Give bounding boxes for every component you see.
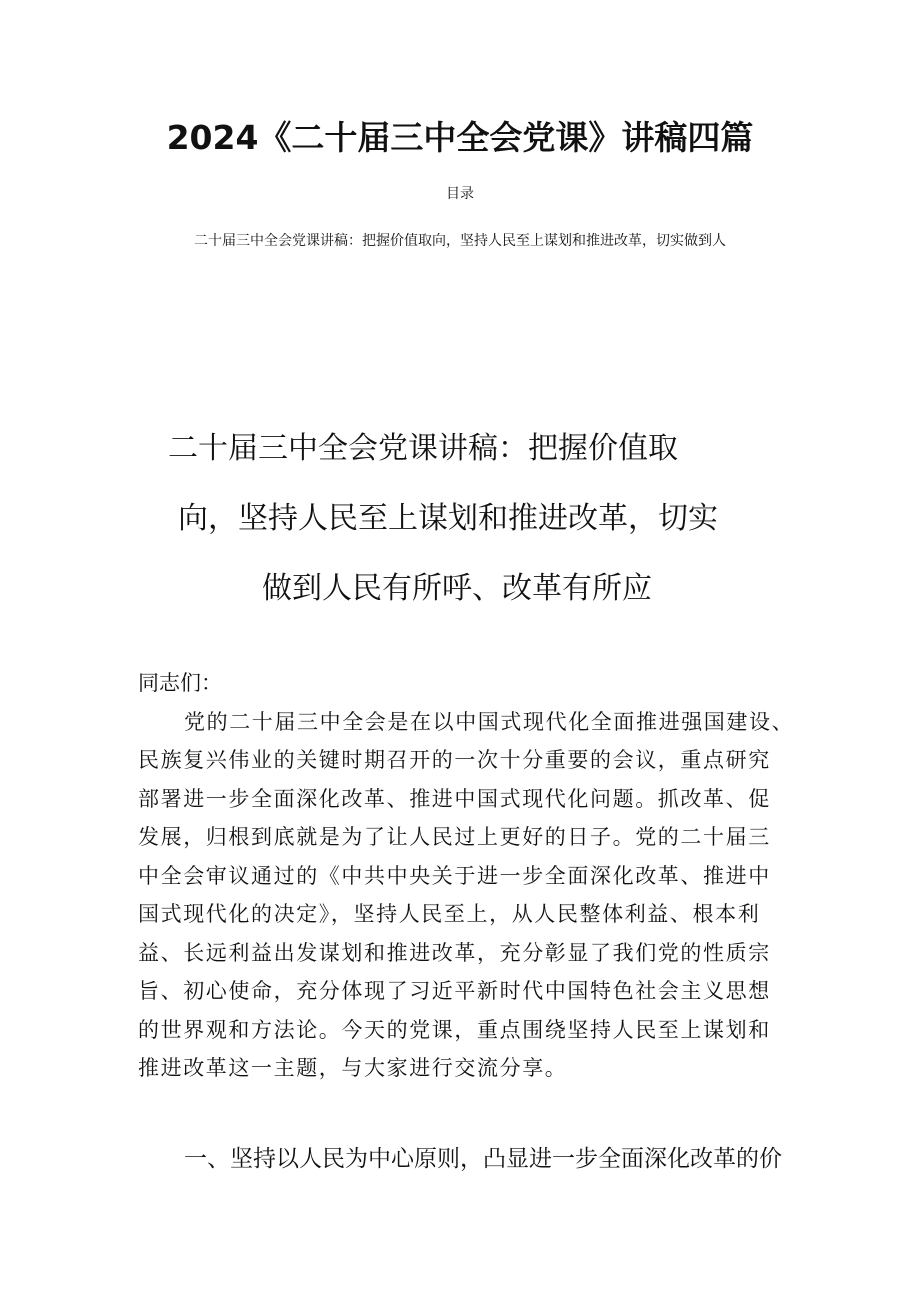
paragraph-line: 发展，归根到底就是为了让人民过上更好的日子。党的二十届三 [138, 825, 771, 849]
section-title-line: 向，坚持人民至上谋划和推进改革，切实 [178, 501, 718, 536]
body-text [138, 664, 806, 1088]
section-subheading: 一、坚持以人民为中心原则，凸显进一步全面深化改革的价 [184, 1146, 782, 1172]
paragraph-line: 的世界观和方法论。今天的党课，重点围绕坚持人民至上谋划和 [138, 1017, 771, 1042]
section-title [138, 414, 798, 624]
document-title: 2024《二十届三中全会党课》讲稿四篇 [166, 118, 754, 157]
body-paragraph [138, 703, 806, 1088]
toc-heading: 目录 [446, 186, 474, 202]
paragraph-line: 益、长远利益出发谋划和推进改革，充分彰显了我们党的性质宗 [138, 940, 771, 965]
paragraph-line: 旨、初心使命，充分体现了习近平新时代中国特色社会主义思想 [138, 979, 771, 1003]
paragraph-line: 中全会审议通过的《中共中央关于进一步全面深化改革、推进中 [138, 863, 771, 888]
greeting: 同志们： [138, 671, 222, 695]
paragraph-line: 民族复兴伟业的关键时期召开的一次十分重要的会议，重点研究 [138, 748, 771, 772]
toc-entry-link[interactable]: 二十届三中全会党课讲稿：把握价值取向，坚持人民至上谋划和推进改革，切实做到人 [194, 233, 726, 249]
section-title-line: 二十届三中全会党课讲稿：把握价值取 [168, 431, 678, 466]
paragraph-line: 部署进一步全面深化改革、推进中国式现代化问题。抓改革、促 [138, 786, 771, 811]
paragraph-line: 推进改革这一主题，与大家进行交流分享。 [138, 1056, 568, 1080]
paragraph-line: 党的二十届三中全会是在以中国式现代化全面推进强国建设、 [184, 709, 795, 734]
paragraph-line: 国式现代化的决定》，坚持人民至上，从人民整体利益、根本利 [138, 902, 761, 926]
section-title-line: 做到人民有所呼、改革有所应 [262, 571, 652, 606]
